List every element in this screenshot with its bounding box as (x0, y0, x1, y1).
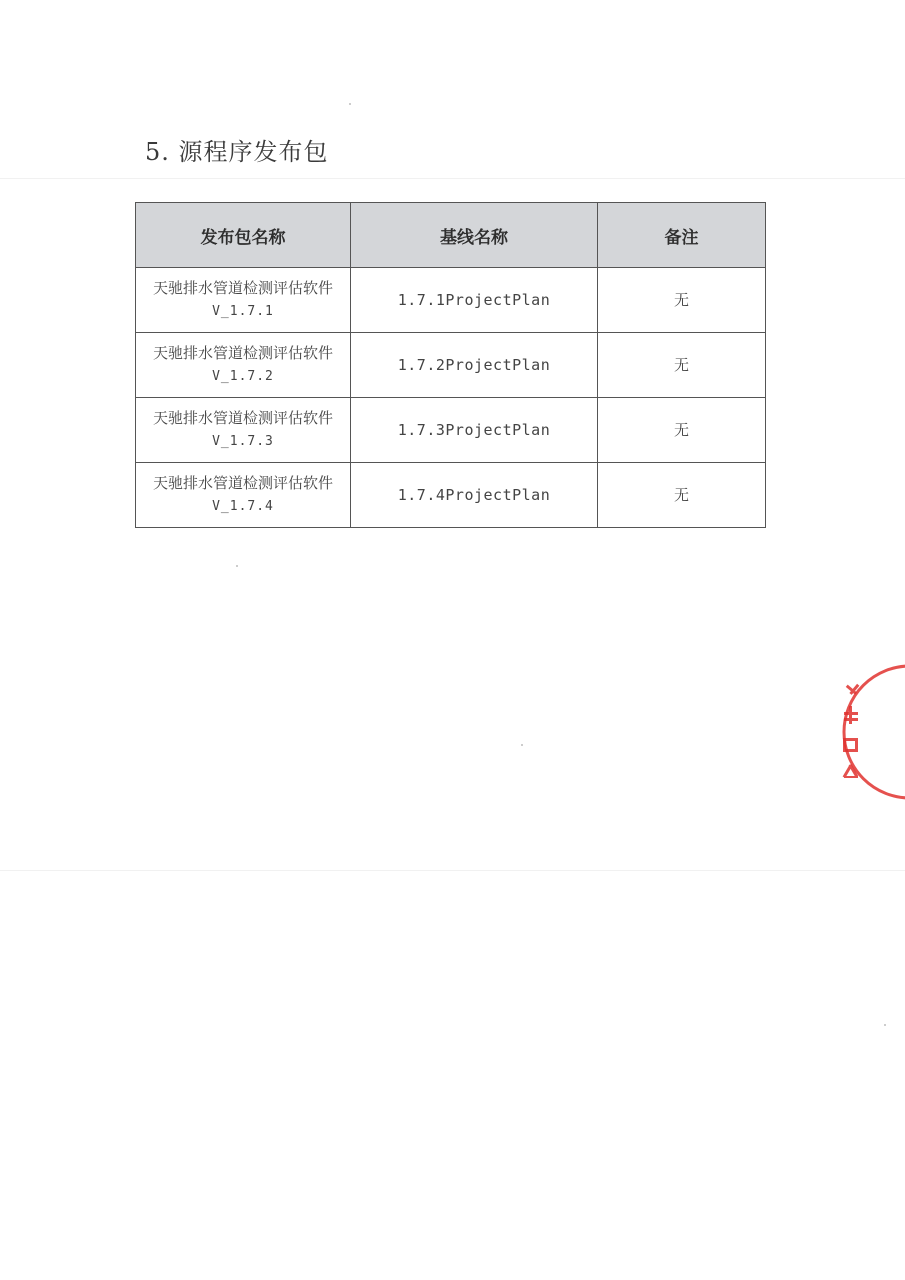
section-heading: 5. 源程序发布包 (145, 138, 329, 166)
table-header-row (136, 203, 766, 268)
baseline-name-cell: 1.7.2ProjectPlan (351, 333, 598, 398)
header-package-name: 发布包名称 (136, 203, 351, 268)
baseline-name-cell: 1.7.1ProjectPlan (351, 268, 598, 333)
package-name-cell (136, 333, 351, 398)
scan-speck (349, 103, 351, 105)
package-name: 天驰排水管道检测评估软件 (152, 344, 333, 362)
table-row (136, 333, 766, 398)
remark-cell: 无 (598, 268, 766, 333)
company-seal-stamp (840, 660, 905, 805)
header-remark: 备注 (598, 203, 766, 268)
package-version: V_1.7.3 (212, 434, 274, 449)
seal-icon (840, 660, 905, 805)
package-name-cell (136, 398, 351, 463)
table-row (136, 268, 766, 333)
package-name-cell (136, 268, 351, 333)
remark-cell: 无 (598, 398, 766, 463)
scan-artifact-line (0, 870, 905, 871)
package-name: 天驰排水管道检测评估软件 (152, 474, 333, 492)
table-row (136, 398, 766, 463)
package-version: V_1.7.2 (212, 369, 274, 384)
scan-speck (521, 744, 523, 746)
package-name: 天驰排水管道检测评估软件 (152, 279, 333, 297)
scan-speck (236, 565, 238, 567)
header-baseline-name: 基线名称 (351, 203, 598, 268)
table-row (136, 463, 766, 528)
release-package-table (135, 202, 766, 528)
scan-artifact-line (0, 178, 905, 179)
package-name: 天驰排水管道检测评估软件 (152, 409, 333, 427)
package-version: V_1.7.1 (212, 304, 274, 319)
scan-speck (884, 1024, 886, 1026)
baseline-name-cell: 1.7.3ProjectPlan (351, 398, 598, 463)
remark-cell: 无 (598, 333, 766, 398)
baseline-name-cell: 1.7.4ProjectPlan (351, 463, 598, 528)
package-name-cell (136, 463, 351, 528)
package-version: V_1.7.4 (212, 499, 274, 514)
remark-cell: 无 (598, 463, 766, 528)
